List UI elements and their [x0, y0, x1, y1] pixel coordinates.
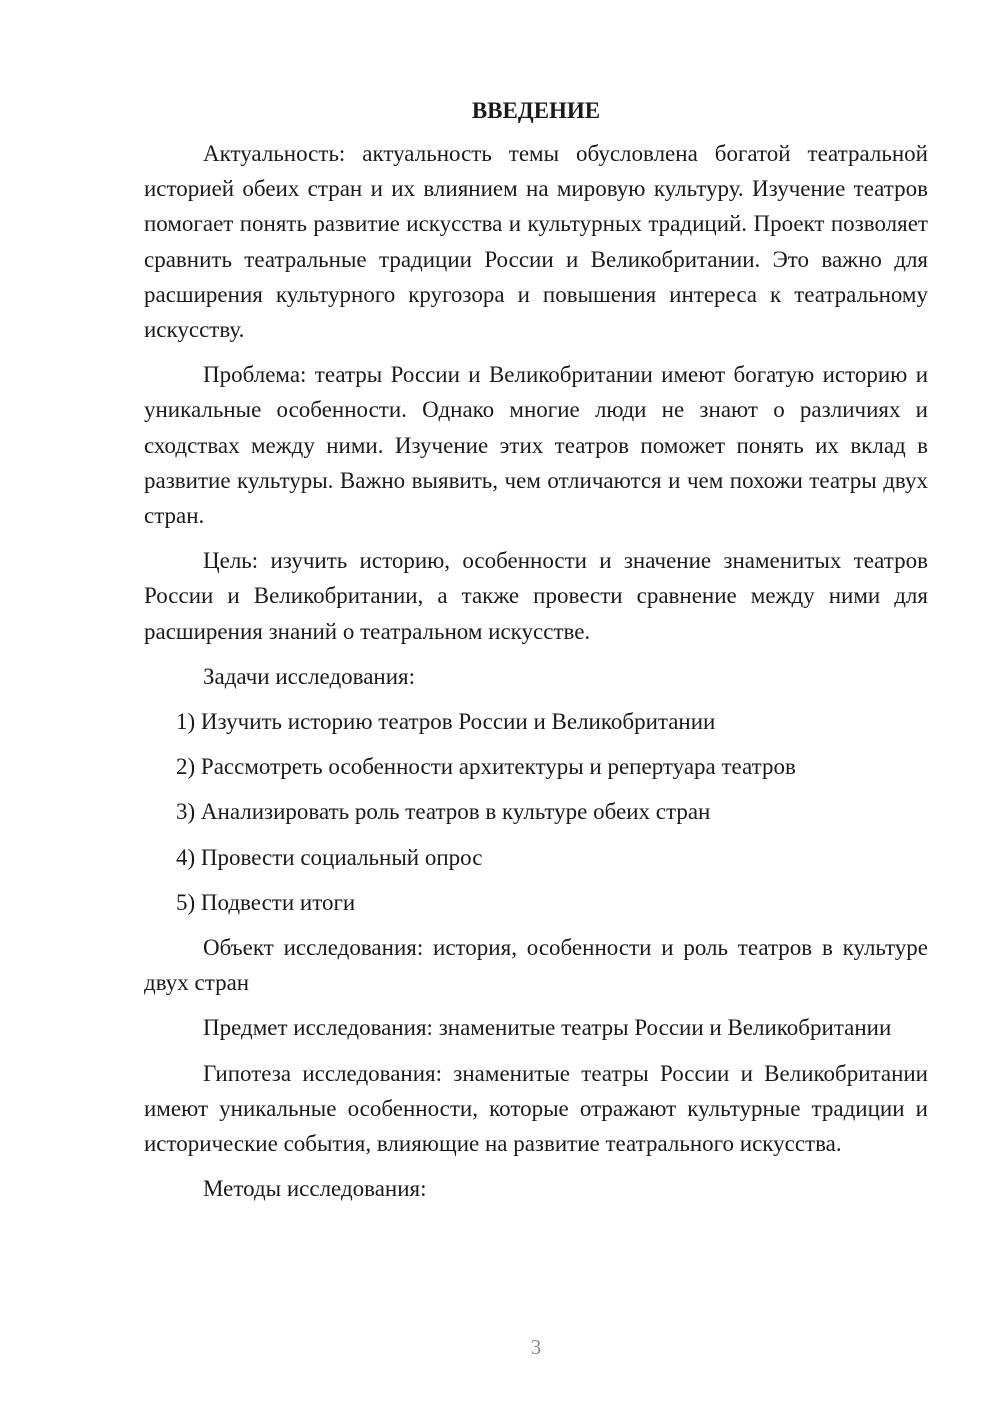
paragraph-subject: Предмет исследования: знаменитые театры России и Великобритании: [203, 1015, 892, 1041]
list-item: 2) Рассмотреть особенности архитектуры и репертуара театров: [176, 754, 796, 780]
paragraph-object: Объект исследования: история, особенности и роль театров в культуре двух стран: [144, 935, 928, 996]
list-item: 5) Подвести итоги: [176, 889, 356, 915]
list-item: 3) Анализировать роль театров в культуре обеих стран: [176, 799, 711, 825]
section-heading: ВВЕДЕНИЕ: [471, 98, 601, 123]
list-item: 1) Изучить историю театров России и Великобритании: [176, 709, 716, 735]
tasks-list: [144, 704, 928, 920]
page-content: [144, 96, 928, 1216]
paragraph-hypothesis: Гипотеза исследования: знаменитые театры России и Великобритании имеют уникальные особенности, которые отражают культурные традиции и исторические события, влияющие на развитие театрального искусства.: [144, 1060, 928, 1157]
paragraph-relevance: Актуальность: актуальность темы обусловлена богатой театральной историей обеих стран и их влиянием на мировую культуру. Изучение театров помогает понять развитие искусства и культурных традиций. Проект позволяет сравнить театральные традиции России и Великобритании. Это важно для расширения культурного кругозора и повышения интереса к театральному искусству.: [144, 141, 928, 343]
page-number: 3: [530, 1335, 542, 1359]
list-item: 4) Провести социальный опрос: [176, 844, 483, 870]
paragraph-methods: Методы исследования:: [203, 1176, 427, 1202]
paragraph-goal: Цель: изучить историю, особенности и значение знаменитых театров России и Великобритании, а также провести сравнение между ними для расширения знаний о театральном искусстве.: [144, 548, 928, 644]
paragraph-problem: Проблема: театры России и Великобритании имеют богатую историю и уникальные особенности. Однако многие люди не знают о различиях и сходствах между ними. Изучение этих театров поможет понять их вклад в развитие культуры. Важно выявить, чем отличаются и чем похожи театры двух стран.: [144, 362, 928, 529]
paragraph-tasks-title: Задачи исследования:: [203, 663, 416, 689]
